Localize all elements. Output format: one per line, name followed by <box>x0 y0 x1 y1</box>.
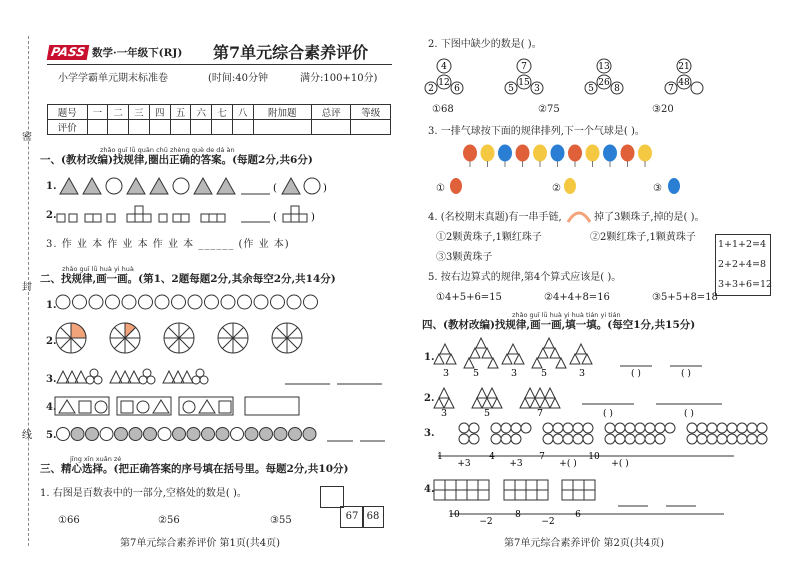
circle-12 <box>238 295 252 309</box>
seq-circle-9 <box>173 428 186 441</box>
r41-blank-2: ( ) <box>681 369 691 379</box>
q1-1-tri-3 <box>127 178 145 194</box>
q1-3-text: 3. 作 业 本 作 业 本 作 业 本 ______ (作 业 本) <box>46 239 290 250</box>
answer-box <box>245 397 299 415</box>
seq-circle-13 <box>231 428 244 441</box>
r-q2-left-1: 5 <box>508 84 514 94</box>
r-q4-text-a: 4. (名校期末真题)有一串手链, <box>428 212 562 223</box>
s3-pinyin: jīng xīn xuǎn zé <box>70 455 122 463</box>
seq-circle-12 <box>216 428 229 441</box>
r-q3-opt-3: ③ <box>653 183 662 194</box>
score-header-5: 五 <box>170 105 191 120</box>
balloon-8 <box>586 145 600 162</box>
r42-label-2: 7 <box>536 408 544 419</box>
circle-15 <box>287 295 301 309</box>
balloon-3 <box>498 145 512 162</box>
time-info: (时间:40分钟 <box>208 73 268 84</box>
r41-label-2: 3 <box>510 368 518 379</box>
section2-title: 二、找规律,画一画。(第1、2题每题2分,其余每空2分,共14分) <box>40 273 336 285</box>
score-cell-4[interactable] <box>149 120 170 135</box>
r43-seq-0: 1 <box>437 452 443 462</box>
r42-label-1: 5 <box>483 408 491 419</box>
r-q3-balloons <box>462 145 662 171</box>
r-q3-option-balloons <box>450 178 690 202</box>
subject-label: 数学·一年级下(RJ) <box>92 47 183 59</box>
r-q2-left-3: 7 <box>668 84 674 94</box>
r41-label-1: 5 <box>472 368 480 379</box>
q2-4-num: 4. <box>46 402 57 413</box>
score-header-0: 题号 <box>48 105 88 120</box>
r-q2-top-2: 13 <box>598 62 610 72</box>
r-q2-left-0: 2 <box>428 84 434 94</box>
q3-1-blank-cell <box>320 486 344 508</box>
q1-1-paren-open: ( <box>273 183 277 194</box>
r-q4-text-b: 掉了3颗珠子,掉的是( )。 <box>594 212 705 223</box>
opt3-blue-balloon <box>668 178 680 194</box>
q1-1-ans-circle <box>304 178 320 194</box>
r43-seq-7: +( ) <box>611 459 629 469</box>
q2-5-num: 5. <box>46 430 57 441</box>
circle-10 <box>205 295 219 309</box>
q1-1-tri-6 <box>217 178 235 194</box>
seq-circle-15 <box>260 428 273 441</box>
r4-q4-num: 4. <box>424 484 435 495</box>
balloon-1 <box>463 145 477 162</box>
r-q5-opt-1: ①4+5+6=15 <box>436 292 502 303</box>
balloon-5 <box>533 145 547 162</box>
score-cell-11[interactable] <box>351 120 391 135</box>
balloon-9 <box>603 145 617 162</box>
score-header-9: 附加题 <box>253 105 311 120</box>
r41-label-4: 3 <box>578 368 586 379</box>
score-cell-1[interactable] <box>87 120 108 135</box>
q2-2-pies <box>55 322 395 356</box>
circle-4 <box>106 295 120 309</box>
seq-circle-14 <box>245 428 258 441</box>
score-cell-9[interactable] <box>253 120 311 135</box>
balloon-4 <box>516 145 530 162</box>
page-title: 第7单元综合素养评价 <box>213 43 369 62</box>
score-table <box>47 104 391 135</box>
r44-seq-2: 8 <box>515 510 521 520</box>
score-header-2: 二 <box>108 105 129 120</box>
r-q5-opt-3: ③5+5+8=18 <box>652 292 718 303</box>
q3-1-cell-67: 67 <box>340 506 364 528</box>
r4-q3-num: 3. <box>424 428 435 439</box>
q2-2-num: 2. <box>46 336 57 347</box>
r-q4-opt-2: ②2颗红珠子,1颗黄珠子 <box>590 232 696 243</box>
circle-7 <box>155 295 169 309</box>
q3-1-cell-68: 68 <box>362 506 384 528</box>
q5-formula-1: 1+1+2=4 <box>718 239 767 250</box>
q3-1-opt-1: ①66 <box>58 515 80 526</box>
q1-1-figures <box>55 176 385 198</box>
seq-circle-5 <box>115 428 128 441</box>
seq-circle-1 <box>57 428 70 441</box>
r42-label-0: 3 <box>440 408 448 419</box>
q1-1-num: 1. <box>46 181 57 192</box>
score-header-10: 总评 <box>311 105 351 120</box>
r-q2-mid-2: 26 <box>598 78 610 88</box>
r-q2-right-0: 6 <box>454 84 460 94</box>
q2-5-circles <box>55 424 395 444</box>
r43-seq-4: 7 <box>539 452 545 462</box>
q2-1-num: 1. <box>46 300 57 311</box>
q1-1-tri-5 <box>194 178 212 194</box>
score-cell-5[interactable] <box>170 120 191 135</box>
score-header-4: 四 <box>149 105 170 120</box>
seq-circle-3 <box>86 428 99 441</box>
section4-title: 四、(教材改编)找规律,画一画,填一填。(每空1分,共15分) <box>422 319 696 331</box>
r44-seq-4: 6 <box>575 510 581 520</box>
bracelet-icon <box>566 208 592 226</box>
score-cell-10[interactable] <box>311 120 351 135</box>
section3-title: 三、精心选择。(把正确答案的序号填在括号里。每题2分,共10分) <box>40 463 349 475</box>
q2-3-num: 3. <box>46 374 57 385</box>
q1-1-tri-2 <box>83 178 101 194</box>
seq-circle-10 <box>187 428 200 441</box>
q3-1-opt-2: ②56 <box>158 515 180 526</box>
opt1-red-balloon <box>450 178 462 194</box>
circle-13 <box>254 295 268 309</box>
r-q2-mid-0: 12 <box>438 78 450 88</box>
svg-text:): ) <box>311 212 315 223</box>
subtitle: 小学学霸单元期末标准卷 <box>58 73 168 84</box>
r-q2-mid-3: 48 <box>678 78 690 88</box>
svg-text:(: ( <box>273 212 277 223</box>
r42-blank-1: ( ) <box>603 409 613 419</box>
r4-q4-grids <box>434 478 774 528</box>
r-q4-opt-1: ①2颗黄珠子,1颗红珠子 <box>436 232 542 243</box>
q1-2-figures <box>55 203 385 225</box>
score-cell-3[interactable] <box>129 120 150 135</box>
score-header-1: 一 <box>87 105 108 120</box>
score-info: 满分:100+10分) <box>300 73 378 84</box>
page1-footer: 第7单元综合素养评价 第1页(共4页) <box>120 538 281 549</box>
circle-16 <box>304 295 318 309</box>
r-q4-opt-3: ③3颗黄珠子 <box>436 252 493 263</box>
r43-seq-3: +3 <box>509 459 523 469</box>
balloon-2 <box>481 145 495 162</box>
seq-circle-17 <box>289 428 302 441</box>
score-cell-2[interactable] <box>108 120 129 135</box>
binding-mark-mid: 封 <box>22 282 32 293</box>
r43-seq-1: +3 <box>457 459 471 469</box>
r-q2-right-1: 3 <box>534 84 540 94</box>
r4-q1-triangles <box>434 338 774 378</box>
score-cell-8[interactable] <box>232 120 253 135</box>
seq-circle-16 <box>274 428 287 441</box>
q1-1-ans-tri <box>282 178 300 194</box>
r41-label-3: 5 <box>540 368 548 379</box>
score-cell-7[interactable] <box>212 120 233 135</box>
circle-6 <box>139 295 153 309</box>
q1-1-circle-1 <box>106 178 122 194</box>
circle-1 <box>56 295 70 309</box>
box-2 <box>117 397 171 415</box>
r4-q3-circles <box>434 422 774 470</box>
header-rule <box>47 64 392 65</box>
pie-shade-2 <box>125 323 136 338</box>
r4-q2-triangles <box>434 384 774 418</box>
r43-seq-5: +( ) <box>559 459 577 469</box>
score-header-6: 六 <box>191 105 212 120</box>
q5-formula-box <box>715 234 771 296</box>
r-q3-opt-1: ① <box>436 183 445 194</box>
pie-shade-1 <box>71 323 86 338</box>
balloon-7 <box>568 145 582 162</box>
r4-q1-num: 1. <box>424 352 435 363</box>
score-cell-6[interactable] <box>191 120 212 135</box>
binding-mark-top: 密 <box>22 132 32 143</box>
seq-circle-4 <box>100 428 113 441</box>
score-header-3: 三 <box>129 105 150 120</box>
r-q2-top-1: 7 <box>521 62 527 72</box>
s1-pinyin: zhǎo guī lǜ quān chū zhèng què de dá àn <box>100 146 235 154</box>
r41-label-0: 3 <box>442 368 450 379</box>
q2-4-boxes <box>55 395 395 417</box>
s2-pinyin: zhǎo guī lǜ huà yi huà <box>62 265 134 273</box>
r41-blank-1: ( ) <box>631 369 641 379</box>
score-row-label: 评价 <box>48 120 88 135</box>
q5-formula-2: 2+2+4=8 <box>718 259 767 270</box>
binding-mark-bottom: 线 <box>22 430 32 441</box>
r-q2-opt-3: ③20 <box>652 104 674 115</box>
q2-1-circles <box>55 293 395 313</box>
seq-circle-2 <box>71 428 84 441</box>
q5-formula-3: 3+3+6=12 <box>718 279 773 290</box>
r43-seq-2: 4 <box>489 452 495 462</box>
r-q5-opt-2: ②4+4+8=16 <box>544 292 610 303</box>
score-header-8: 八 <box>232 105 253 120</box>
r-q3-text: 3. 一排气球按下面的规律排列,下一个气球是( )。 <box>428 126 645 137</box>
seq-circle-11 <box>202 428 215 441</box>
balloon-11 <box>638 145 652 162</box>
circle-3 <box>89 295 103 309</box>
r-q2-text: 2. 下图中缺少的数是( )。 <box>428 39 542 50</box>
q1-2-num: 2. <box>46 210 57 221</box>
q1-1-circle-2 <box>173 178 189 194</box>
seq-circle-18 <box>303 428 316 441</box>
q3-1-text: 1. 右图是百数表中的一部分,空格处的数是( )。 <box>40 488 247 499</box>
opt2-yellow-balloon <box>564 178 576 194</box>
balloon-6 <box>551 145 565 162</box>
pass-logo: PASS <box>47 45 90 60</box>
r44-seq-3: −2 <box>541 517 555 527</box>
r44-seq-0: 10 <box>448 510 460 520</box>
circle-2 <box>73 295 87 309</box>
seq-circle-6 <box>129 428 142 441</box>
q1-1-paren-close: ) <box>323 183 327 194</box>
circle-11 <box>221 295 235 309</box>
r-q2-figures <box>430 58 720 98</box>
r-q2-top-3: 21 <box>678 62 690 72</box>
r4-q2-num: 2. <box>424 393 435 404</box>
score-header-11: 等级 <box>351 105 391 120</box>
section1-title: 一、(教材改编)找规律,圈出正确的答案。(每题2分,共6分) <box>40 154 313 166</box>
circle-9 <box>188 295 202 309</box>
circle-14 <box>271 295 285 309</box>
r43-seq-6: 10 <box>588 452 600 462</box>
s4-pinyin: zhǎo guī lǜ huà yi huà tián yi tián <box>512 311 621 319</box>
seq-circle-7 <box>144 428 157 441</box>
r-q2-mid-1: 15 <box>518 78 530 88</box>
r-q2-opt-1: ①68 <box>432 104 454 115</box>
r-q2-opt-2: ②75 <box>538 104 560 115</box>
circle-8 <box>172 295 186 309</box>
r42-blank-2: ( ) <box>684 409 694 419</box>
r-q2-top-0: 4 <box>441 62 447 72</box>
r-q5-text: 5. 按右边算式的规律,第4个算式应该是( )。 <box>428 272 622 283</box>
q2-3-pattern <box>55 367 395 387</box>
q1-1-tri-1 <box>60 178 78 194</box>
q1-1-tri-4 <box>150 178 168 194</box>
r-q2-right-2: 8 <box>614 84 620 94</box>
score-header-7: 七 <box>212 105 233 120</box>
r-q2-left-2: 5 <box>588 84 594 94</box>
r-q3-opt-2: ② <box>552 183 561 194</box>
seq-circle-8 <box>158 428 171 441</box>
q3-1-opt-3: ③55 <box>270 515 292 526</box>
circle-5 <box>122 295 136 309</box>
r44-seq-1: −2 <box>479 517 493 527</box>
page2-footer: 第7单元综合素养评价 第2页(共4页) <box>504 538 665 549</box>
balloon-10 <box>621 145 635 162</box>
